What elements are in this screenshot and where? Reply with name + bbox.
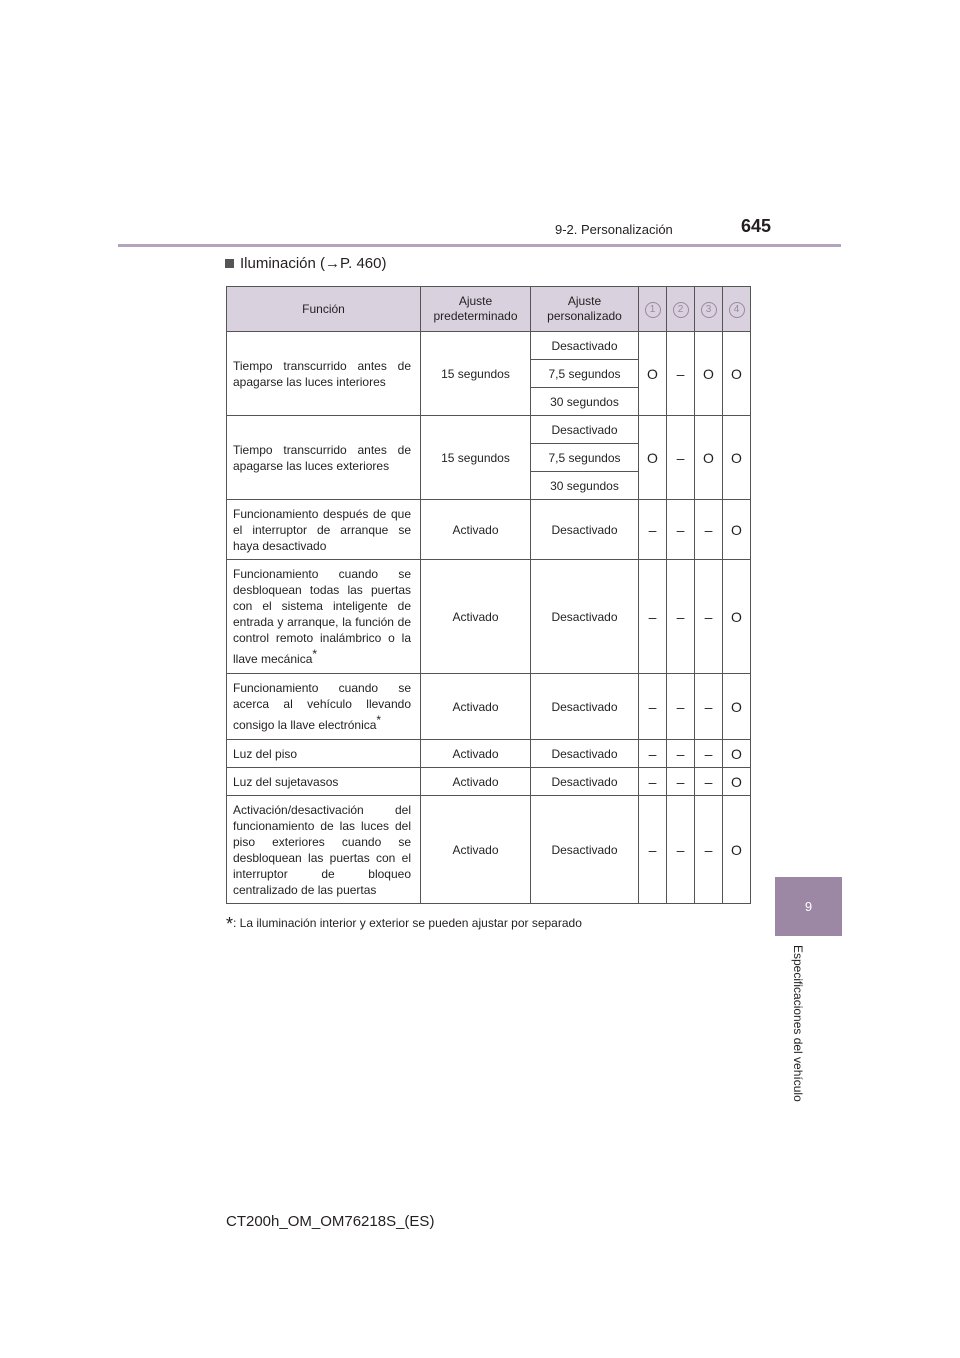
table-row	[227, 674, 751, 740]
mark-cell: –	[639, 560, 667, 674]
section-title-text: Iluminación (→P. 460)	[240, 255, 387, 272]
function-cell: Funcionamiento cuando se acerca al vehículo llevando consigo la llave electrónica*	[227, 674, 421, 740]
custom-cell: 7,5 segundos	[531, 360, 639, 388]
custom-cell: Desactivado	[531, 560, 639, 674]
mark-cell: –	[667, 332, 695, 416]
table-row	[227, 500, 751, 560]
custom-cell: Desactivado	[531, 796, 639, 904]
function-cell: Luz del piso	[227, 740, 421, 768]
table-row	[227, 796, 751, 904]
custom-cell: Desactivado	[531, 674, 639, 740]
mark-cell: –	[667, 560, 695, 674]
header-rule	[118, 244, 841, 247]
number-3-icon: 3	[701, 302, 717, 318]
number-2-icon: 2	[673, 302, 689, 318]
mark-cell: –	[639, 740, 667, 768]
mark-cell: –	[667, 740, 695, 768]
custom-cell: 30 segundos	[531, 388, 639, 416]
document-code: CT200h_OM_OM76218S_(ES)	[226, 1213, 435, 1230]
function-cell: Luz del sujetavasos	[227, 768, 421, 796]
default-cell: 15 segundos	[421, 332, 531, 416]
mark-cell: O	[723, 674, 751, 740]
default-cell: 15 segundos	[421, 416, 531, 500]
footnote-text: : La iluminación interior y exterior se pueden ajustar por separado	[233, 916, 582, 930]
mark-cell: –	[695, 500, 723, 560]
header-default: Ajuste predeterminado	[421, 287, 531, 332]
mark-cell: –	[695, 796, 723, 904]
square-bullet-icon	[225, 259, 234, 268]
table-row	[227, 332, 751, 360]
mark-cell: O	[639, 332, 667, 416]
mark-cell: O	[695, 332, 723, 416]
custom-cell: Desactivado	[531, 332, 639, 360]
function-cell: Activación/desactivación del funcionamiento de las luces del piso exteriores cuando se desbloquean las puertas con el interruptor de bloqueo centralizado de las puertas	[227, 796, 421, 904]
table-header-row	[227, 287, 751, 332]
mark-cell: –	[667, 768, 695, 796]
function-cell: Funcionamiento después de que el interruptor de arranque se haya desactivado	[227, 500, 421, 560]
mark-cell: –	[667, 674, 695, 740]
mark-cell: O	[723, 332, 751, 416]
number-1-icon: 1	[645, 302, 661, 318]
header-custom: Ajuste personalizado	[531, 287, 639, 332]
asterisk-mark: *	[376, 713, 382, 727]
mark-cell: O	[723, 500, 751, 560]
mark-cell: O	[695, 416, 723, 500]
custom-cell: 30 segundos	[531, 472, 639, 500]
page-number: 645	[741, 216, 772, 236]
function-cell: Tiempo transcurrido antes de apagarse las luces exteriores	[227, 416, 421, 500]
settings-table	[226, 286, 751, 904]
mark-cell: –	[667, 500, 695, 560]
function-cell: Funcionamiento cuando se desbloquean todas las puertas con el sistema inteligente de entrada y arranque, la función de control remoto inalámbrico o la llave mecánica*	[227, 560, 421, 674]
function-cell: Tiempo transcurrido antes de apagarse las luces interiores	[227, 332, 421, 416]
default-cell: Activado	[421, 674, 531, 740]
mark-cell: –	[639, 768, 667, 796]
mark-cell: –	[667, 796, 695, 904]
mark-cell: –	[639, 674, 667, 740]
mark-cell: O	[723, 740, 751, 768]
chapter-label: Especificaciones del vehículo	[791, 945, 805, 1102]
section-title	[225, 255, 386, 272]
mark-cell: –	[695, 674, 723, 740]
default-cell: Activado	[421, 560, 531, 674]
custom-cell: Desactivado	[531, 740, 639, 768]
mark-cell: O	[723, 560, 751, 674]
custom-cell: Desactivado	[531, 768, 639, 796]
mark-cell: O	[639, 416, 667, 500]
chapter-tab[interactable]: 9	[775, 877, 842, 936]
mark-cell: –	[695, 768, 723, 796]
custom-cell: Desactivado	[531, 416, 639, 444]
default-cell: Activado	[421, 768, 531, 796]
table-row	[227, 560, 751, 674]
default-cell: Activado	[421, 500, 531, 560]
default-cell: Activado	[421, 796, 531, 904]
default-cell: Activado	[421, 740, 531, 768]
footnote	[226, 914, 582, 935]
mark-cell: –	[695, 740, 723, 768]
mark-cell: O	[723, 768, 751, 796]
table-row	[227, 740, 751, 768]
mark-cell: –	[695, 560, 723, 674]
header-function: Función	[227, 287, 421, 332]
asterisk-mark: *	[312, 647, 318, 661]
mark-cell: O	[723, 796, 751, 904]
mark-cell: –	[667, 416, 695, 500]
mark-cell: –	[639, 500, 667, 560]
table-row	[227, 768, 751, 796]
mark-cell: O	[723, 416, 751, 500]
mark-cell: –	[639, 796, 667, 904]
table-row	[227, 416, 751, 444]
footnote-asterisk: *	[226, 914, 234, 934]
custom-cell: 7,5 segundos	[531, 444, 639, 472]
custom-cell: Desactivado	[531, 500, 639, 560]
number-4-icon: 4	[729, 302, 745, 318]
header-section: 9-2. Personalización	[555, 222, 673, 237]
